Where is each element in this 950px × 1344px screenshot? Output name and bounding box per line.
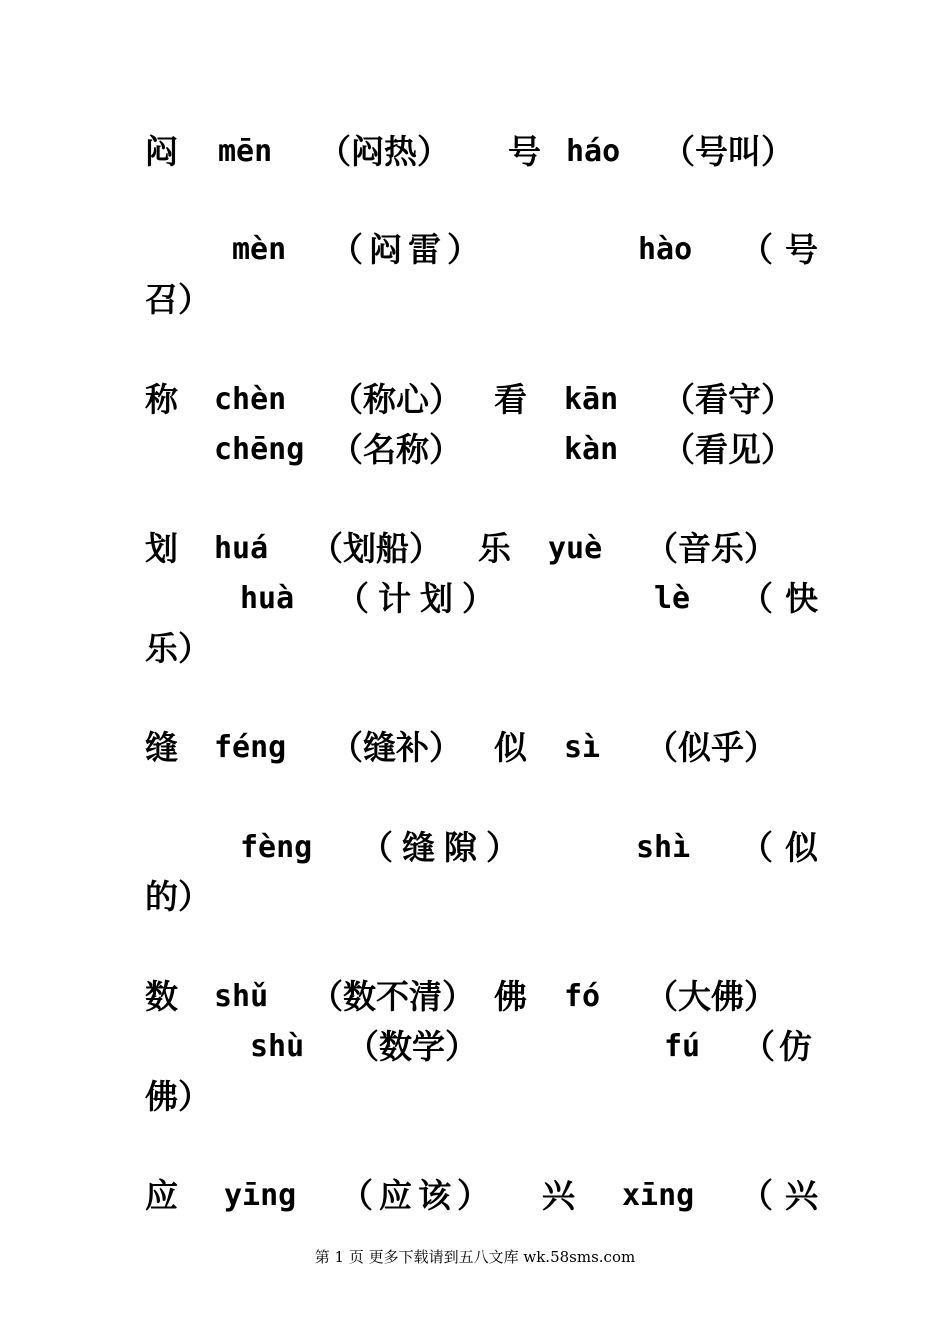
word-xing-start: （兴 (740, 1176, 830, 1215)
word-jihua: （计划） (336, 579, 504, 618)
pinyin-shi4: shì (636, 830, 691, 865)
char-hua: 划 (145, 529, 178, 568)
char-xing: 兴 (542, 1176, 575, 1215)
char-si: 似 (494, 728, 527, 767)
pinyin-kan4: kàn (564, 432, 619, 467)
pinyin-shu4: shù (250, 1029, 305, 1064)
word-shuxue: （数学） (346, 1027, 478, 1066)
word-shide-start: （似 (740, 828, 830, 867)
word-fengxi: （缝隙） (360, 828, 528, 867)
char-chen: 称 (145, 380, 178, 419)
word-haozhao-start: （号 (740, 230, 830, 269)
word-kuaile-start: （快 (740, 579, 830, 618)
page-footer: 第 1 页 更多下载请到五八文库 wk.58sms.com (314, 1248, 636, 1266)
char-ying: 应 (145, 1176, 178, 1215)
pinyin-men1: mēn (218, 134, 273, 169)
word-dafo: （大佛） (645, 977, 777, 1016)
char-kan: 看 (494, 380, 527, 419)
char-feng: 缝 (145, 728, 178, 767)
word-fengbu: （缝补） (330, 728, 462, 767)
word-kanjian: （看见） (662, 430, 794, 469)
pinyin-shu3: shǔ (214, 979, 269, 1014)
pinyin-fo2: fó (564, 979, 601, 1014)
word-yinggai: （应该） (340, 1176, 496, 1215)
pinyin-ying1: yīng (224, 1178, 297, 1213)
word-mingcheng: （名称） (330, 430, 462, 469)
word-chenxin: （称心） (330, 380, 462, 419)
pinyin-hua2: huá (214, 531, 269, 566)
word-menre: （闷热） (318, 132, 450, 171)
pinyin-fu2: fú (664, 1029, 701, 1064)
pinyin-xing1: xīng (622, 1178, 695, 1213)
pinyin-le4: lè (654, 581, 691, 616)
pinyin-kan1: kān (564, 382, 619, 417)
word-shide-end: 的） (145, 877, 211, 916)
word-menlei: （闷雷） (330, 230, 486, 269)
char-shu: 数 (145, 977, 178, 1016)
word-shubuqing: （数不清） (310, 977, 475, 1016)
pinyin-feng4: fèng (240, 830, 313, 865)
word-kanshou: （看守） (662, 380, 794, 419)
word-kuaile-end: 乐） (145, 629, 211, 668)
pinyin-si4: sì (564, 730, 601, 765)
pinyin-cheng1: chēng (214, 432, 305, 467)
char-fo: 佛 (494, 977, 527, 1016)
word-sihu: （似乎） (645, 728, 777, 767)
char-le: 乐 (478, 529, 511, 568)
char-men: 闷 (145, 132, 178, 171)
pinyin-chen4: chèn (214, 382, 287, 417)
word-huachuan: （划船） (310, 529, 442, 568)
pinyin-hua4: huà (240, 581, 295, 616)
pinyin-hao2: háo (566, 134, 621, 169)
word-yinyue: （音乐） (645, 529, 777, 568)
pinyin-men4: mèn (232, 232, 287, 267)
pinyin-hao4: hào (638, 232, 693, 267)
word-fangfu-end: 佛） (145, 1077, 211, 1116)
pinyin-feng2: féng (214, 730, 287, 765)
pinyin-yue4: yuè (548, 531, 603, 566)
word-haojiao: （号叫） (662, 132, 794, 171)
word-haozhao-end: 召） (145, 280, 211, 319)
char-hao: 号 (508, 132, 541, 171)
word-fangfu-start: （仿 (742, 1027, 816, 1066)
